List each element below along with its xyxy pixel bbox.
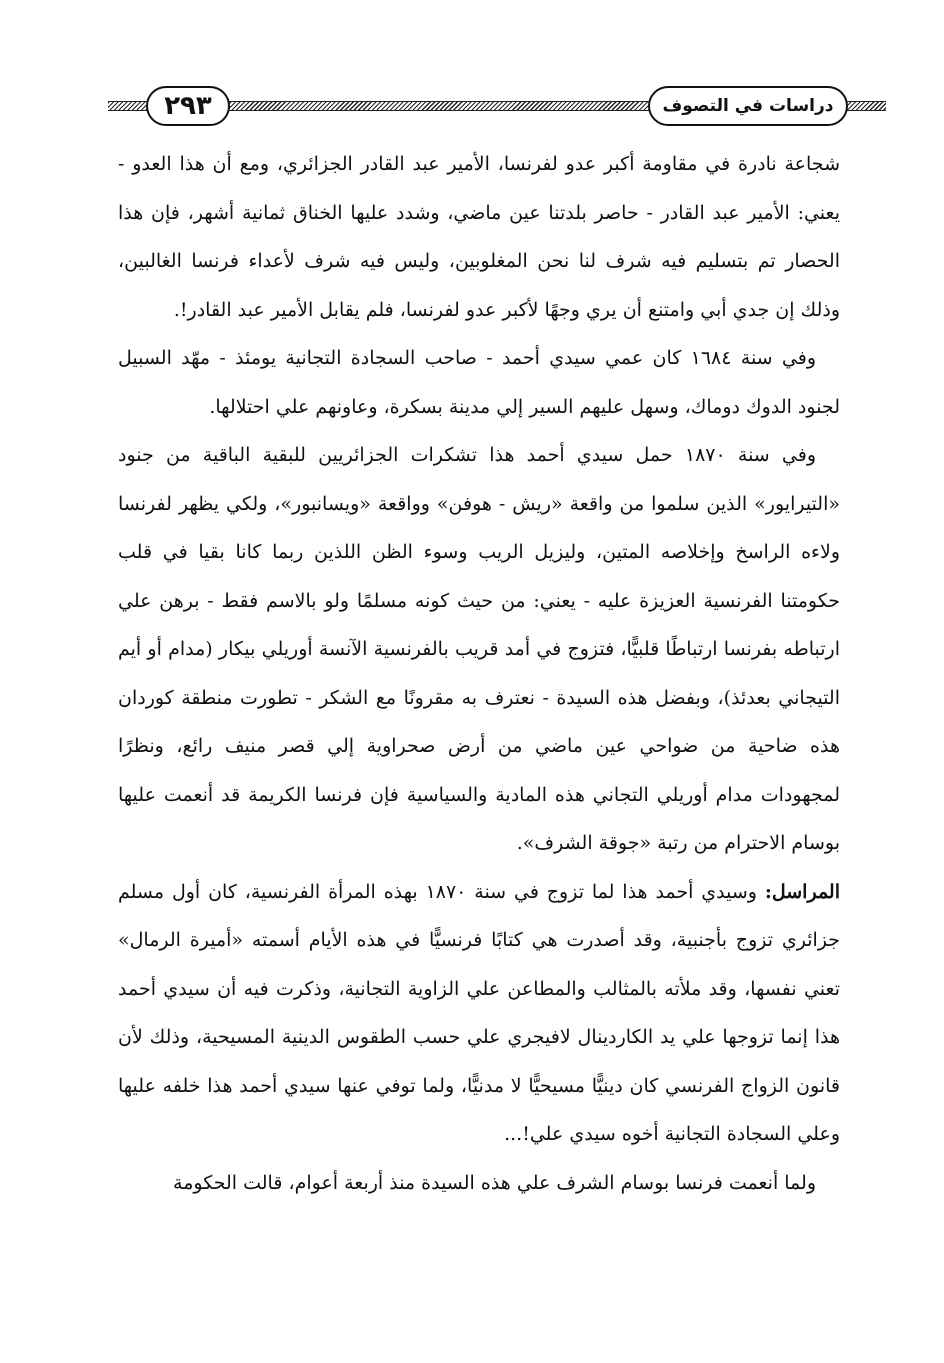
page-number: ٢٩٣ xyxy=(146,86,230,126)
page-body xyxy=(118,140,840,1207)
paragraph-4-text: وسيدي أحمد هذا لما تزوج في سنة ١٨٧٠ بهذه المرأة الفرنسية، كان أول مسلم جزائري تزوج بأجنبية، وقد أصدرت هي كتابًا فرنسيًّا في هذه الأيام أسمته «أميرة الرمال» تعني نفسها، وقد ملأته بالمثالب والمطاعن علي الزاوية التجانية، وذكرت فيه أن سيدي أحمد هذا إنما تزوجها علي يد الكاردينال لافيجري علي حسب الطقوس الدينية المسيحية، وذلك لأن قانون الزواج الفرنسي كان دينيًّا مسيحيًّا لا مدنيًّا، ولما توفي عنها سيدي أحمد هذا خلفه عليها وعلي السجادة التجانية أخوه سيدي علي!... xyxy=(118,880,841,1145)
book-title: دراسات في التصوف xyxy=(648,86,848,126)
speaker-label: المراسل: xyxy=(764,880,840,903)
paragraph-1: شجاعة نادرة في مقاومة أكبر عدو لفرنسا، الأمير عبد القادر الجزائري، ومع أن هذا العدو - يعني: الأمير عبد القادر - حاصر بلدتنا عين ماضي، وشدد عليها الخناق ثمانية أشهر، فإن هذا الحصار تم بتسليم فيه شرف لنا نحن المغلوبين، وليس فيه شرف لأعداء فرنسا الغالبين، وذلك إن جدي أبي وامتنع أن يري وجهًا لأكبر عدو لفرنسا، فلم يقابل الأمير عبد القادر!. xyxy=(118,153,840,321)
paragraph-5: ولما أنعمت فرنسا بوسام الشرف علي هذه السيدة منذ أربعة أعوام، قالت الحكومة xyxy=(173,1171,816,1194)
paragraph-3: وفي سنة ١٨٧٠ حمل سيدي أحمد هذا تشكرات الجزائريين للبقية الباقية من جنود «التيرايور» الذين سلموا من واقعة «ريش - هوفن» وواقعة «ويسانبور»، ولكي يظهر لفرنسا ولاءه الراسخ وإخلاصه المتين، وليزيل الريب وسوء الظن اللذين ربما كانا بقيا في قلب حكومتنا الفرنسية العزيزة عليه - يعني: من حيث كونه مسلمًا ولو بالاسم فقط - برهن علي ارتباطه بفرنسا ارتباطًا قلبيًّا، فتزوج في أمد قريب بالفرنسية الآنسة أوريلي بيكار (مدام أو أيم التيجاني بعدئذ)، وبفضل هذه السيدة - نعترف به مقرونًا مع الشكر - تطورت منطقة كوردان هذه ضاحية من ضواحي عين ماضي من أرض صحراوية إلي قصر منيف رائع، ونظرًا لمجهودات مدام أوريلي التجاني هذه المادية والسياسية فإن فرنسا الكريمة قد أنعمت عليها بوسام الاحترام من رتبة «جوقة الشرف». xyxy=(118,444,840,854)
paragraph-4 xyxy=(118,868,840,1159)
paragraph-2: وفي سنة ١٦٨٤ كان عمي سيدي أحمد - صاحب السجادة التجانية يومئذ - مهّد السبيل لجنود الدوك دوماك، وسهل عليهم السير إلي مدينة بسكرة، وعاونهم علي احتلالها. xyxy=(118,347,840,418)
page-header xyxy=(108,82,886,128)
